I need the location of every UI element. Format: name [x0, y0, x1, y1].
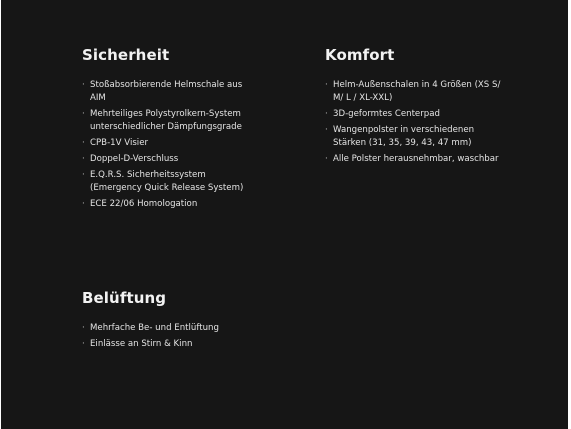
feature-list-sicherheit	[82, 79, 258, 211]
list-item: · Helm-Außenschalen in 4 Größen (XS S/ M/ L / XL-XXL)	[325, 79, 505, 105]
section-komfort	[325, 46, 505, 169]
feature-panel	[1, 0, 568, 429]
feature-list-belueftung	[82, 322, 258, 351]
list-item: · Wangenpolster in verschiedenen Stärken (31, 35, 39, 43, 47 mm)	[325, 124, 505, 150]
list-item: · Einlässe an Stirn & Kinn	[82, 338, 258, 351]
list-item: · Mehrfache Be- und Entlüftung	[82, 322, 258, 335]
section-title-komfort: Komfort	[325, 46, 395, 64]
section-belueftung	[82, 289, 258, 354]
section-sicherheit	[82, 46, 258, 214]
section-title-belueftung: Belüftung	[82, 289, 167, 307]
list-item: · 3D-geformtes Centerpad	[325, 108, 505, 121]
list-item: · Mehrteiliges Polystyrolkern-System unterschiedlicher Dämpfungsgrade	[82, 108, 258, 134]
list-item: · ECE 22/06 Homologation	[82, 198, 258, 211]
list-item: · E.Q.R.S. Sicherheitssystem (Emergency Quick Release System)	[82, 169, 258, 195]
list-item: · Doppel-D-Verschluss	[82, 153, 258, 166]
section-title-sicherheit: Sicherheit	[82, 46, 170, 64]
list-item: · CPB-1V Visier	[82, 137, 258, 150]
feature-list-komfort	[325, 79, 505, 166]
list-item: · Stoßabsorbierende Helmschale aus AIM	[82, 79, 258, 105]
list-item: · Alle Polster herausnehmbar, waschbar	[325, 153, 505, 166]
